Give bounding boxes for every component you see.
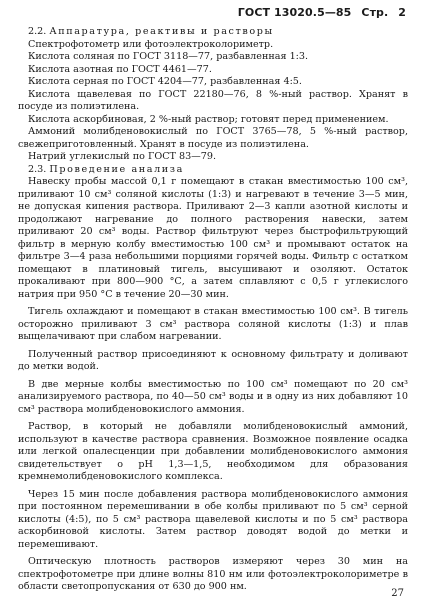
paragraph: Раствор, в который не добавляли молибденовокислый аммоний, используют в качестве раствора сравнения. Возможное появление осадка или легкой опалесценции при добавлении молибденовокислого аммония свидетельствует о рН 1,3—1,5, необходимом для образования кремнемолибденовокислого комплекса. <box>18 421 408 482</box>
section-number: 2.2. <box>28 26 47 37</box>
paragraph: Навеску пробы массой 0,1 г помещают в стакан вместимостью 100 см³, приливают 10 см³ соляной кислоты (1:3) и нагревают в течение 3—5 мин, не допуская кипения раствора. Приливают 2—3 капли азотной кислоты и продолжают нагревание до полного растворения навески, затем приливают 20 см³ воды. Раствор фильтруют через быстрофильтрующий фильтр в мерную колбу вместимостью 100 см³ и промывают остаток на фильтре 3—4 раза небольшими порциями горячей воды. Фильтр с остатком помещают в платиновый тигель, высушивают и озоляют. Остаток прокаливают при 800—900 °С, а затем сплавляют с 0,5 г углекислого натрия при 950 °С в течение 20—30 мин. <box>18 176 408 300</box>
list-item: Кислота серная по ГОСТ 4204—77, разбавленная 4:5. <box>28 76 302 87</box>
paragraph: В две мерные колбы вместимостью по 100 см³ помещают по 20 см³ анализируемого раствора, по 40—50 см³ воды и в одну из них добавляют 10 см³ раствора молибденовокислого аммония. <box>18 378 408 415</box>
page-number-footer: 27 <box>391 588 404 599</box>
list-item: Спектрофотометр или фотоэлектроколориметр. <box>28 38 274 50</box>
paragraph: Оптическую плотность растворов измеряют через 30 мин на спектрофотометре при длине волны 810 нм или фотоэлектроколориметре в области светопропускания от 630 до 900 нм. <box>18 556 408 592</box>
section-2-3-title <box>18 164 408 177</box>
list-item: Кислота щавелевая по ГОСТ 22180—76, 8 %-ный раствор. Хранят в посуде из полиэтилена. <box>18 88 408 112</box>
section-number: 2.3. <box>28 163 47 175</box>
paragraph: Полученный раствор присоединяют к основному фильтрату и доливают до метки водой. <box>18 348 408 372</box>
section-title: Аппаратура, реактивы и растворы <box>49 26 274 37</box>
section-2-2-title <box>18 26 408 39</box>
standard-number: ГОСТ 13020.5—85 <box>237 6 352 19</box>
page-header <box>238 6 406 19</box>
document-body <box>18 26 408 594</box>
section-title: Проведение анализа <box>49 163 184 175</box>
paragraph: Тигель охлаждают и помещают в стакан вместимостью 100 см³. В тигель осторожно приливают 3 см³ раствора соляной кислоты (1:3) и плав выщелачивают при слабом нагревании. <box>18 306 408 342</box>
list-item: Кислота соляная по ГОСТ 3118—77, разбавленная 1:3. <box>28 51 309 62</box>
list-item: Кислота азотная по ГОСТ 4461—77. <box>28 63 212 75</box>
page-label: Стр. <box>361 6 389 19</box>
paragraph: Через 15 мин после добавления раствора молибденовокислого аммония при постоянном перемешивании в обе колбы приливают по 5 см³ серной кислоты (4:5), по 5 см³ раствора щавелевой кислоты и по 5 см³ раствора аскорбиновой кислоты. Затем раствор доводят водой до метки и перемешивают. <box>18 488 408 550</box>
list-item: Кислота аскорбиновая, 2 %-ный раствор; готовят перед применением. <box>28 113 389 125</box>
list-item: Аммоний молибденовокислый по ГОСТ 3765—78, 5 %-ный раствор, свежеприготовленный. Хранят в посуде из полиэтилена. <box>18 126 408 150</box>
list-item: Натрий углекислый по ГОСТ 83—79. <box>28 151 217 162</box>
page-number-header: 2 <box>398 6 406 19</box>
